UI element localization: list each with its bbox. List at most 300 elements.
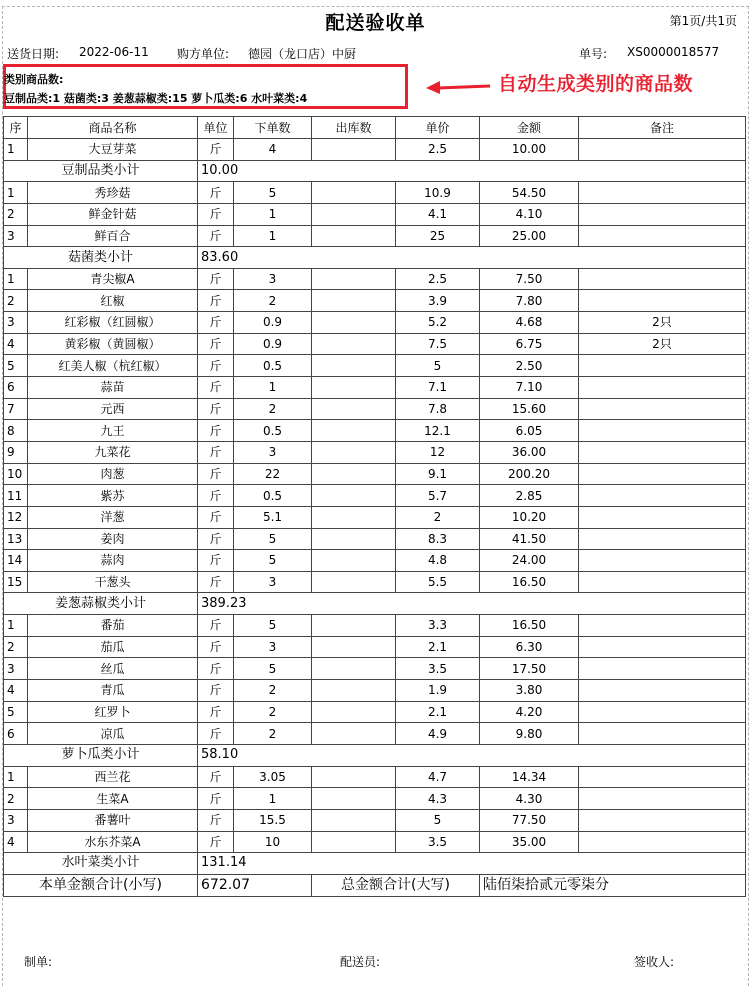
column-header: 单价 xyxy=(396,117,480,139)
cell-amount: 10.00 xyxy=(480,139,579,161)
cell-note xyxy=(579,550,746,572)
cell-qty: 10 xyxy=(234,831,312,853)
table-row xyxy=(4,203,746,225)
cell-note xyxy=(579,485,746,507)
table-row xyxy=(4,571,746,593)
cell-price: 10.9 xyxy=(396,182,480,204)
cell-qty: 5 xyxy=(234,615,312,637)
cell-no: 4 xyxy=(4,680,28,702)
cell-price: 5.5 xyxy=(396,571,480,593)
cell-name: 鲜金针菇 xyxy=(28,203,198,225)
cell-out xyxy=(312,139,396,161)
cell-amount: 36.00 xyxy=(480,441,579,463)
cell-name: 生菜A xyxy=(28,788,198,810)
cell-no: 2 xyxy=(4,788,28,810)
cell-no: 14 xyxy=(4,550,28,572)
cell-note xyxy=(579,636,746,658)
cell-name: 红彩椒（红圆椒） xyxy=(28,312,198,334)
cell-qty: 2 xyxy=(234,680,312,702)
subtotal-value: 389.23 xyxy=(198,593,746,615)
cell-amount: 77.50 xyxy=(480,809,579,831)
table-row xyxy=(4,441,746,463)
cell-unit: 斤 xyxy=(198,463,234,485)
cell-qty: 0.5 xyxy=(234,485,312,507)
table-row xyxy=(4,788,746,810)
table-row xyxy=(4,636,746,658)
cell-qty: 5 xyxy=(234,658,312,680)
cell-unit: 斤 xyxy=(198,809,234,831)
cell-name: 红罗卜 xyxy=(28,701,198,723)
subtotal-value: 131.14 xyxy=(198,853,746,875)
cell-name: 红椒 xyxy=(28,290,198,312)
buyer-value: 德园（龙口店）中厨 xyxy=(248,47,357,61)
cell-price: 4.8 xyxy=(396,550,480,572)
table-row xyxy=(4,766,746,788)
cell-name: 蒜肉 xyxy=(28,550,198,572)
column-header: 备注 xyxy=(579,117,746,139)
cell-name: 红美人椒（杭红椒） xyxy=(28,355,198,377)
cell-unit: 斤 xyxy=(198,290,234,312)
subtotal-value: 83.60 xyxy=(198,247,746,269)
cell-price: 3.5 xyxy=(396,831,480,853)
table-header-row xyxy=(4,117,746,139)
cell-price: 5.7 xyxy=(396,485,480,507)
table-row xyxy=(4,723,746,745)
cell-name: 紫苏 xyxy=(28,485,198,507)
table-row xyxy=(4,809,746,831)
cell-no: 1 xyxy=(4,766,28,788)
cell-name: 肉葱 xyxy=(28,463,198,485)
cell-price: 2.5 xyxy=(396,268,480,290)
cell-out xyxy=(312,290,396,312)
page-info: 第1页/共1页 xyxy=(669,14,737,28)
subtotal-label: 姜葱蒜椒类小计 xyxy=(4,593,198,615)
cell-name: 水东芥菜A xyxy=(28,831,198,853)
cell-amount: 7.50 xyxy=(480,268,579,290)
cell-amount: 41.50 xyxy=(480,528,579,550)
page-border-right xyxy=(748,6,749,986)
cell-note xyxy=(579,463,746,485)
cell-price: 3.9 xyxy=(396,290,480,312)
subtotal-value: 58.10 xyxy=(198,744,746,766)
cell-note xyxy=(579,420,746,442)
cell-qty: 5 xyxy=(234,182,312,204)
cell-amount: 6.75 xyxy=(480,333,579,355)
cell-note xyxy=(579,809,746,831)
cell-qty: 1 xyxy=(234,788,312,810)
cell-qty: 1 xyxy=(234,225,312,247)
cell-qty: 5 xyxy=(234,528,312,550)
cell-out xyxy=(312,182,396,204)
cell-qty: 2 xyxy=(234,701,312,723)
cell-qty: 4 xyxy=(234,139,312,161)
cell-note xyxy=(579,398,746,420)
table-row xyxy=(4,355,746,377)
cell-price: 3.3 xyxy=(396,615,480,637)
cell-price: 7.5 xyxy=(396,333,480,355)
cell-unit: 斤 xyxy=(198,571,234,593)
cell-price: 4.7 xyxy=(396,766,480,788)
cell-note xyxy=(579,225,746,247)
cell-no: 6 xyxy=(4,377,28,399)
cell-amount: 15.60 xyxy=(480,398,579,420)
cell-amount: 24.00 xyxy=(480,550,579,572)
cell-note xyxy=(579,615,746,637)
table-row xyxy=(4,680,746,702)
buyer-label: 购方单位: xyxy=(177,47,230,61)
cell-out xyxy=(312,658,396,680)
table-row xyxy=(4,550,746,572)
cell-note xyxy=(579,506,746,528)
items-table xyxy=(3,116,746,897)
cell-out xyxy=(312,463,396,485)
cell-amount: 17.50 xyxy=(480,658,579,680)
cell-name: 元西 xyxy=(28,398,198,420)
cell-amount: 2.50 xyxy=(480,355,579,377)
cell-qty: 15.5 xyxy=(234,809,312,831)
cell-amount: 4.10 xyxy=(480,203,579,225)
cell-qty: 3 xyxy=(234,636,312,658)
cell-out xyxy=(312,355,396,377)
cell-note xyxy=(579,701,746,723)
cell-out xyxy=(312,203,396,225)
cell-price: 8.3 xyxy=(396,528,480,550)
total-small-value: 672.07 xyxy=(198,874,312,896)
cell-unit: 斤 xyxy=(198,203,234,225)
cell-no: 7 xyxy=(4,398,28,420)
date-label: 送货日期: xyxy=(7,47,60,61)
cell-note xyxy=(579,355,746,377)
cell-no: 2 xyxy=(4,636,28,658)
cell-price: 3.5 xyxy=(396,658,480,680)
subtotal-label: 豆制品类小计 xyxy=(4,160,198,182)
cell-name: 茄瓜 xyxy=(28,636,198,658)
cell-note xyxy=(579,377,746,399)
table-row xyxy=(4,312,746,334)
table-row xyxy=(4,182,746,204)
cell-unit: 斤 xyxy=(198,139,234,161)
cell-note xyxy=(579,680,746,702)
cell-no: 5 xyxy=(4,701,28,723)
column-header: 金额 xyxy=(480,117,579,139)
cell-name: 九菜花 xyxy=(28,441,198,463)
cell-price: 2.1 xyxy=(396,701,480,723)
cell-unit: 斤 xyxy=(198,528,234,550)
table-row xyxy=(4,831,746,853)
cell-out xyxy=(312,809,396,831)
cell-note xyxy=(579,182,746,204)
cell-note xyxy=(579,139,746,161)
page-border-top xyxy=(2,6,749,7)
cell-unit: 斤 xyxy=(198,225,234,247)
cell-unit: 斤 xyxy=(198,506,234,528)
cell-amount: 25.00 xyxy=(480,225,579,247)
cell-no: 3 xyxy=(4,312,28,334)
cell-no: 12 xyxy=(4,506,28,528)
order-no-value: XS0000018577 xyxy=(627,45,720,59)
table-row xyxy=(4,528,746,550)
cell-amount: 7.80 xyxy=(480,290,579,312)
subtotal-value: 10.00 xyxy=(198,160,746,182)
cell-price: 12 xyxy=(396,441,480,463)
cell-qty: 0.5 xyxy=(234,355,312,377)
cell-amount: 6.05 xyxy=(480,420,579,442)
cell-note xyxy=(579,766,746,788)
cell-note xyxy=(579,571,746,593)
cell-note: 2只 xyxy=(579,333,746,355)
cell-price: 12.1 xyxy=(396,420,480,442)
table-row xyxy=(4,398,746,420)
cell-no: 2 xyxy=(4,290,28,312)
cell-no: 3 xyxy=(4,658,28,680)
cell-name: 秀珍菇 xyxy=(28,182,198,204)
cell-name: 番薯叶 xyxy=(28,809,198,831)
cell-note xyxy=(579,203,746,225)
cell-name: 大豆芽菜 xyxy=(28,139,198,161)
cell-no: 9 xyxy=(4,441,28,463)
cell-unit: 斤 xyxy=(198,615,234,637)
cell-unit: 斤 xyxy=(198,312,234,334)
cell-unit: 斤 xyxy=(198,701,234,723)
cell-amount: 4.68 xyxy=(480,312,579,334)
cell-name: 鲜百合 xyxy=(28,225,198,247)
cell-out xyxy=(312,485,396,507)
cell-no: 11 xyxy=(4,485,28,507)
column-header: 下单数 xyxy=(234,117,312,139)
cell-out xyxy=(312,636,396,658)
doc-title: 配送验收单 xyxy=(325,12,426,34)
cell-qty: 2 xyxy=(234,290,312,312)
cell-out xyxy=(312,225,396,247)
cell-no: 3 xyxy=(4,225,28,247)
table-row xyxy=(4,658,746,680)
cell-amount: 4.30 xyxy=(480,788,579,810)
column-header: 出库数 xyxy=(312,117,396,139)
cell-out xyxy=(312,680,396,702)
cell-out xyxy=(312,615,396,637)
table-row xyxy=(4,290,746,312)
table-row xyxy=(4,225,746,247)
cell-unit: 斤 xyxy=(198,636,234,658)
cell-unit: 斤 xyxy=(198,766,234,788)
cell-no: 10 xyxy=(4,463,28,485)
cell-amount: 14.34 xyxy=(480,766,579,788)
cell-amount: 16.50 xyxy=(480,615,579,637)
cell-qty: 3 xyxy=(234,268,312,290)
cell-no: 2 xyxy=(4,203,28,225)
cell-qty: 22 xyxy=(234,463,312,485)
maker-label: 制单: xyxy=(24,955,53,969)
cell-out xyxy=(312,268,396,290)
column-header: 单位 xyxy=(198,117,234,139)
cell-out xyxy=(312,831,396,853)
cell-unit: 斤 xyxy=(198,420,234,442)
total-big-label: 总金额合计(大写) xyxy=(312,874,480,896)
cell-name: 干葱头 xyxy=(28,571,198,593)
cell-price: 7.1 xyxy=(396,377,480,399)
cell-out xyxy=(312,701,396,723)
total-row xyxy=(4,874,746,896)
table-row xyxy=(4,485,746,507)
table-row xyxy=(4,463,746,485)
arrow-left-icon xyxy=(426,77,492,95)
subtotal-label: 菇菌类小计 xyxy=(4,247,198,269)
date-value: 2022-06-11 xyxy=(79,45,149,59)
cell-name: 丝瓜 xyxy=(28,658,198,680)
table-row xyxy=(4,333,746,355)
cell-amount: 6.30 xyxy=(480,636,579,658)
cell-price: 5 xyxy=(396,355,480,377)
cell-out xyxy=(312,377,396,399)
cell-unit: 斤 xyxy=(198,550,234,572)
cell-no: 13 xyxy=(4,528,28,550)
cell-out xyxy=(312,528,396,550)
table-row xyxy=(4,139,746,161)
cell-qty: 5 xyxy=(234,550,312,572)
cell-out xyxy=(312,506,396,528)
cell-out xyxy=(312,398,396,420)
cell-no: 1 xyxy=(4,139,28,161)
annotation-text: 自动生成类别的商品数 xyxy=(498,73,694,95)
subtotal-label: 萝卜瓜类小计 xyxy=(4,744,198,766)
cell-unit: 斤 xyxy=(198,831,234,853)
cell-qty: 3.05 xyxy=(234,766,312,788)
cell-unit: 斤 xyxy=(198,485,234,507)
cell-qty: 3 xyxy=(234,571,312,593)
receiver-label: 签收人: xyxy=(634,955,675,969)
cell-no: 5 xyxy=(4,355,28,377)
cell-name: 蒜苗 xyxy=(28,377,198,399)
cell-no: 4 xyxy=(4,831,28,853)
cell-amount: 200.20 xyxy=(480,463,579,485)
cell-note xyxy=(579,268,746,290)
table-row xyxy=(4,615,746,637)
subtotal-row xyxy=(4,247,746,269)
cell-amount: 10.20 xyxy=(480,506,579,528)
cell-note xyxy=(579,290,746,312)
cell-name: 姜肉 xyxy=(28,528,198,550)
cell-unit: 斤 xyxy=(198,333,234,355)
cell-qty: 0.9 xyxy=(234,312,312,334)
total-big-value: 陆佰柒拾贰元零柒分 xyxy=(480,874,746,896)
cell-amount: 3.80 xyxy=(480,680,579,702)
cell-amount: 35.00 xyxy=(480,831,579,853)
cell-amount: 16.50 xyxy=(480,571,579,593)
cell-amount: 2.85 xyxy=(480,485,579,507)
category-count-summary: 豆制品类:1 菇菌类:3 姜葱蒜椒类:15 萝卜瓜类:6 水叶菜类:4 xyxy=(4,92,308,105)
cell-qty: 1 xyxy=(234,377,312,399)
subtotal-label: 水叶菜类小计 xyxy=(4,853,198,875)
cell-price: 25 xyxy=(396,225,480,247)
cell-no: 6 xyxy=(4,723,28,745)
cell-no: 4 xyxy=(4,333,28,355)
cell-unit: 斤 xyxy=(198,377,234,399)
cell-unit: 斤 xyxy=(198,398,234,420)
cell-unit: 斤 xyxy=(198,680,234,702)
subtotal-row xyxy=(4,593,746,615)
cell-qty: 1 xyxy=(234,203,312,225)
cell-name: 九王 xyxy=(28,420,198,442)
order-no-label: 单号: xyxy=(579,47,608,61)
cell-note xyxy=(579,723,746,745)
cell-note xyxy=(579,441,746,463)
subtotal-row xyxy=(4,160,746,182)
cell-name: 西兰花 xyxy=(28,766,198,788)
cell-qty: 0.9 xyxy=(234,333,312,355)
cell-unit: 斤 xyxy=(198,723,234,745)
cell-out xyxy=(312,441,396,463)
table-row xyxy=(4,268,746,290)
cell-name: 番茄 xyxy=(28,615,198,637)
cell-out xyxy=(312,723,396,745)
cell-note xyxy=(579,528,746,550)
cell-amount: 9.80 xyxy=(480,723,579,745)
total-small-label: 本单金额合计(小写) xyxy=(4,874,198,896)
cell-name: 洋葱 xyxy=(28,506,198,528)
cell-unit: 斤 xyxy=(198,788,234,810)
cell-no: 3 xyxy=(4,809,28,831)
cell-price: 2 xyxy=(396,506,480,528)
cell-out xyxy=(312,312,396,334)
cell-no: 15 xyxy=(4,571,28,593)
cell-unit: 斤 xyxy=(198,355,234,377)
cell-out xyxy=(312,333,396,355)
cell-name: 黄彩椒（黄圆椒） xyxy=(28,333,198,355)
cell-name: 凉瓜 xyxy=(28,723,198,745)
cell-amount: 4.20 xyxy=(480,701,579,723)
cell-no: 1 xyxy=(4,182,28,204)
cell-note xyxy=(579,658,746,680)
cell-qty: 3 xyxy=(234,441,312,463)
cell-qty: 5.1 xyxy=(234,506,312,528)
cell-price: 4.3 xyxy=(396,788,480,810)
cell-out xyxy=(312,766,396,788)
cell-unit: 斤 xyxy=(198,182,234,204)
cell-price: 7.8 xyxy=(396,398,480,420)
cell-unit: 斤 xyxy=(198,658,234,680)
cell-price: 5 xyxy=(396,809,480,831)
cell-qty: 2 xyxy=(234,398,312,420)
column-header: 序 xyxy=(4,117,28,139)
subtotal-row xyxy=(4,853,746,875)
cell-qty: 2 xyxy=(234,723,312,745)
cell-out xyxy=(312,550,396,572)
cell-name: 青瓜 xyxy=(28,680,198,702)
cell-out xyxy=(312,571,396,593)
cell-no: 1 xyxy=(4,268,28,290)
cell-price: 4.9 xyxy=(396,723,480,745)
cell-amount: 54.50 xyxy=(480,182,579,204)
cell-no: 1 xyxy=(4,615,28,637)
cell-out xyxy=(312,420,396,442)
cell-price: 9.1 xyxy=(396,463,480,485)
cell-price: 4.1 xyxy=(396,203,480,225)
subtotal-row xyxy=(4,744,746,766)
cell-name: 青尖椒A xyxy=(28,268,198,290)
cell-price: 2.5 xyxy=(396,139,480,161)
column-header: 商品名称 xyxy=(28,117,198,139)
cell-amount: 7.10 xyxy=(480,377,579,399)
deliverer-label: 配送员: xyxy=(340,955,381,969)
cell-price: 5.2 xyxy=(396,312,480,334)
cell-price: 1.9 xyxy=(396,680,480,702)
cell-unit: 斤 xyxy=(198,441,234,463)
cell-note: 2只 xyxy=(579,312,746,334)
cell-qty: 0.5 xyxy=(234,420,312,442)
cell-no: 8 xyxy=(4,420,28,442)
table-row xyxy=(4,506,746,528)
table-row xyxy=(4,701,746,723)
